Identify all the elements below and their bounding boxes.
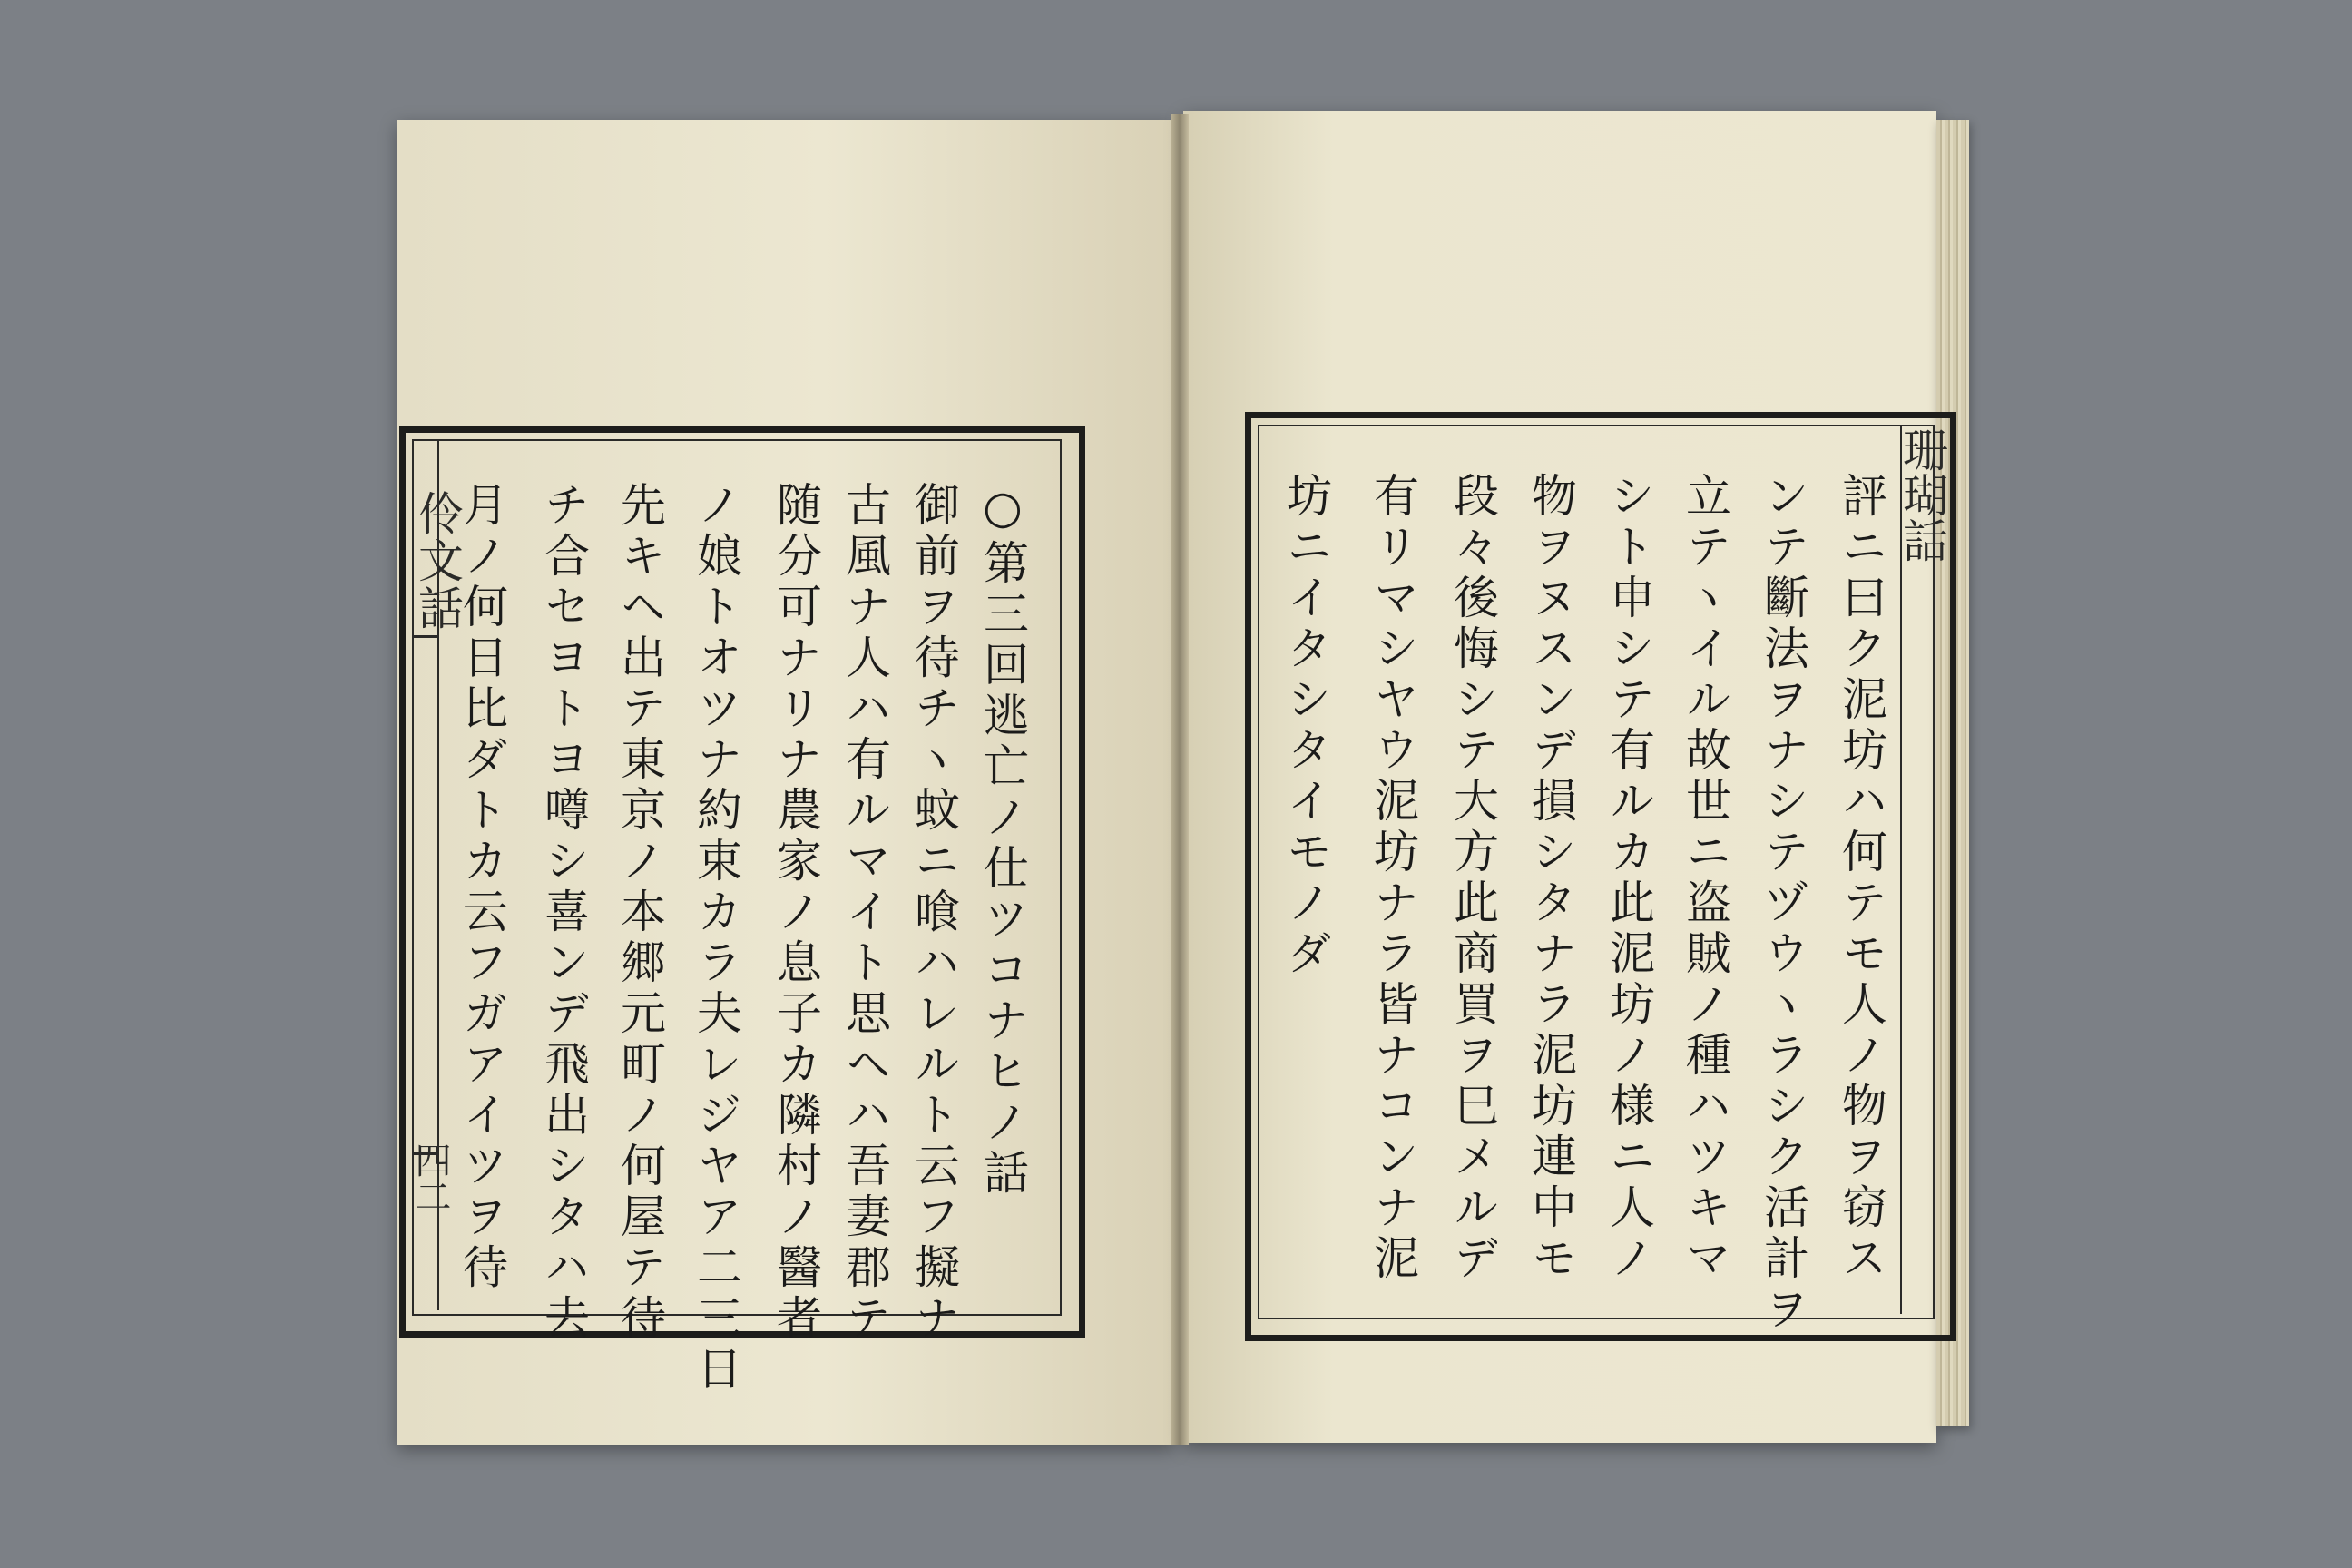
left-text-column: 御前ヲ待チヽ蚊ニ喰ハレルト云フ擬ナ xyxy=(907,481,960,1345)
left-text-column: 月ノ何日比ダトカ云フガアイツヲ待 xyxy=(456,481,508,1294)
right-text-column: 有リマシヤウ泥坊ナラ皆ナコンナ泥 xyxy=(1367,472,1419,1285)
right-text-column: ンテ斷法ヲナシテヅウヽラシク活計ヲ xyxy=(1757,472,1809,1336)
left-text-column: ノ娘トオツナ約束カラ夫レジヤア二三日 xyxy=(690,481,742,1396)
right-text-column: シト申シテ有ルカ此泥坊ノ様ニ人ノ xyxy=(1602,472,1655,1285)
right-text-column: 坊ニイタシタイモノダ xyxy=(1279,472,1332,980)
left-text-column: 先キヘ出テ東京ノ本郷元町ノ何屋テ待 xyxy=(613,481,666,1345)
right-inner-border xyxy=(1258,425,1935,1319)
left-folio-number: 四二 xyxy=(409,1142,451,1214)
left-text-column: チ合セヨトヨ噂シ喜ンデ飛出シタハ去 xyxy=(537,481,590,1345)
left-text-column: 随分可ナリナ農家ノ息子カ隣村ノ醫者 xyxy=(769,481,822,1345)
left-running-title: 伶文話 xyxy=(411,490,464,632)
left-text-column: 古風ナ人ハ有ルマイト思ヘハ吾妻郡テ xyxy=(838,481,891,1345)
right-text-column: 評ニ曰ク泥坊ハ何テモ人ノ物ヲ窃ス xyxy=(1835,472,1887,1285)
right-text-column: 立テヽイル故世ニ盗賊ノ種ハツキマ xyxy=(1679,472,1731,1285)
right-text-column: 物ヲヌスンデ損シタナラ泥坊連中モ xyxy=(1524,472,1577,1285)
right-text-column: 段々後悔シテ大方此商買ヲ巳メルデ xyxy=(1446,472,1499,1285)
book-gutter xyxy=(1171,114,1189,1445)
left-text-column: ○第三回逃亡ノ仕ツコナヒノ話 xyxy=(976,481,1029,1200)
right-running-title: 珊瑚話 xyxy=(1896,426,1948,563)
left-margin-tick xyxy=(412,635,437,638)
